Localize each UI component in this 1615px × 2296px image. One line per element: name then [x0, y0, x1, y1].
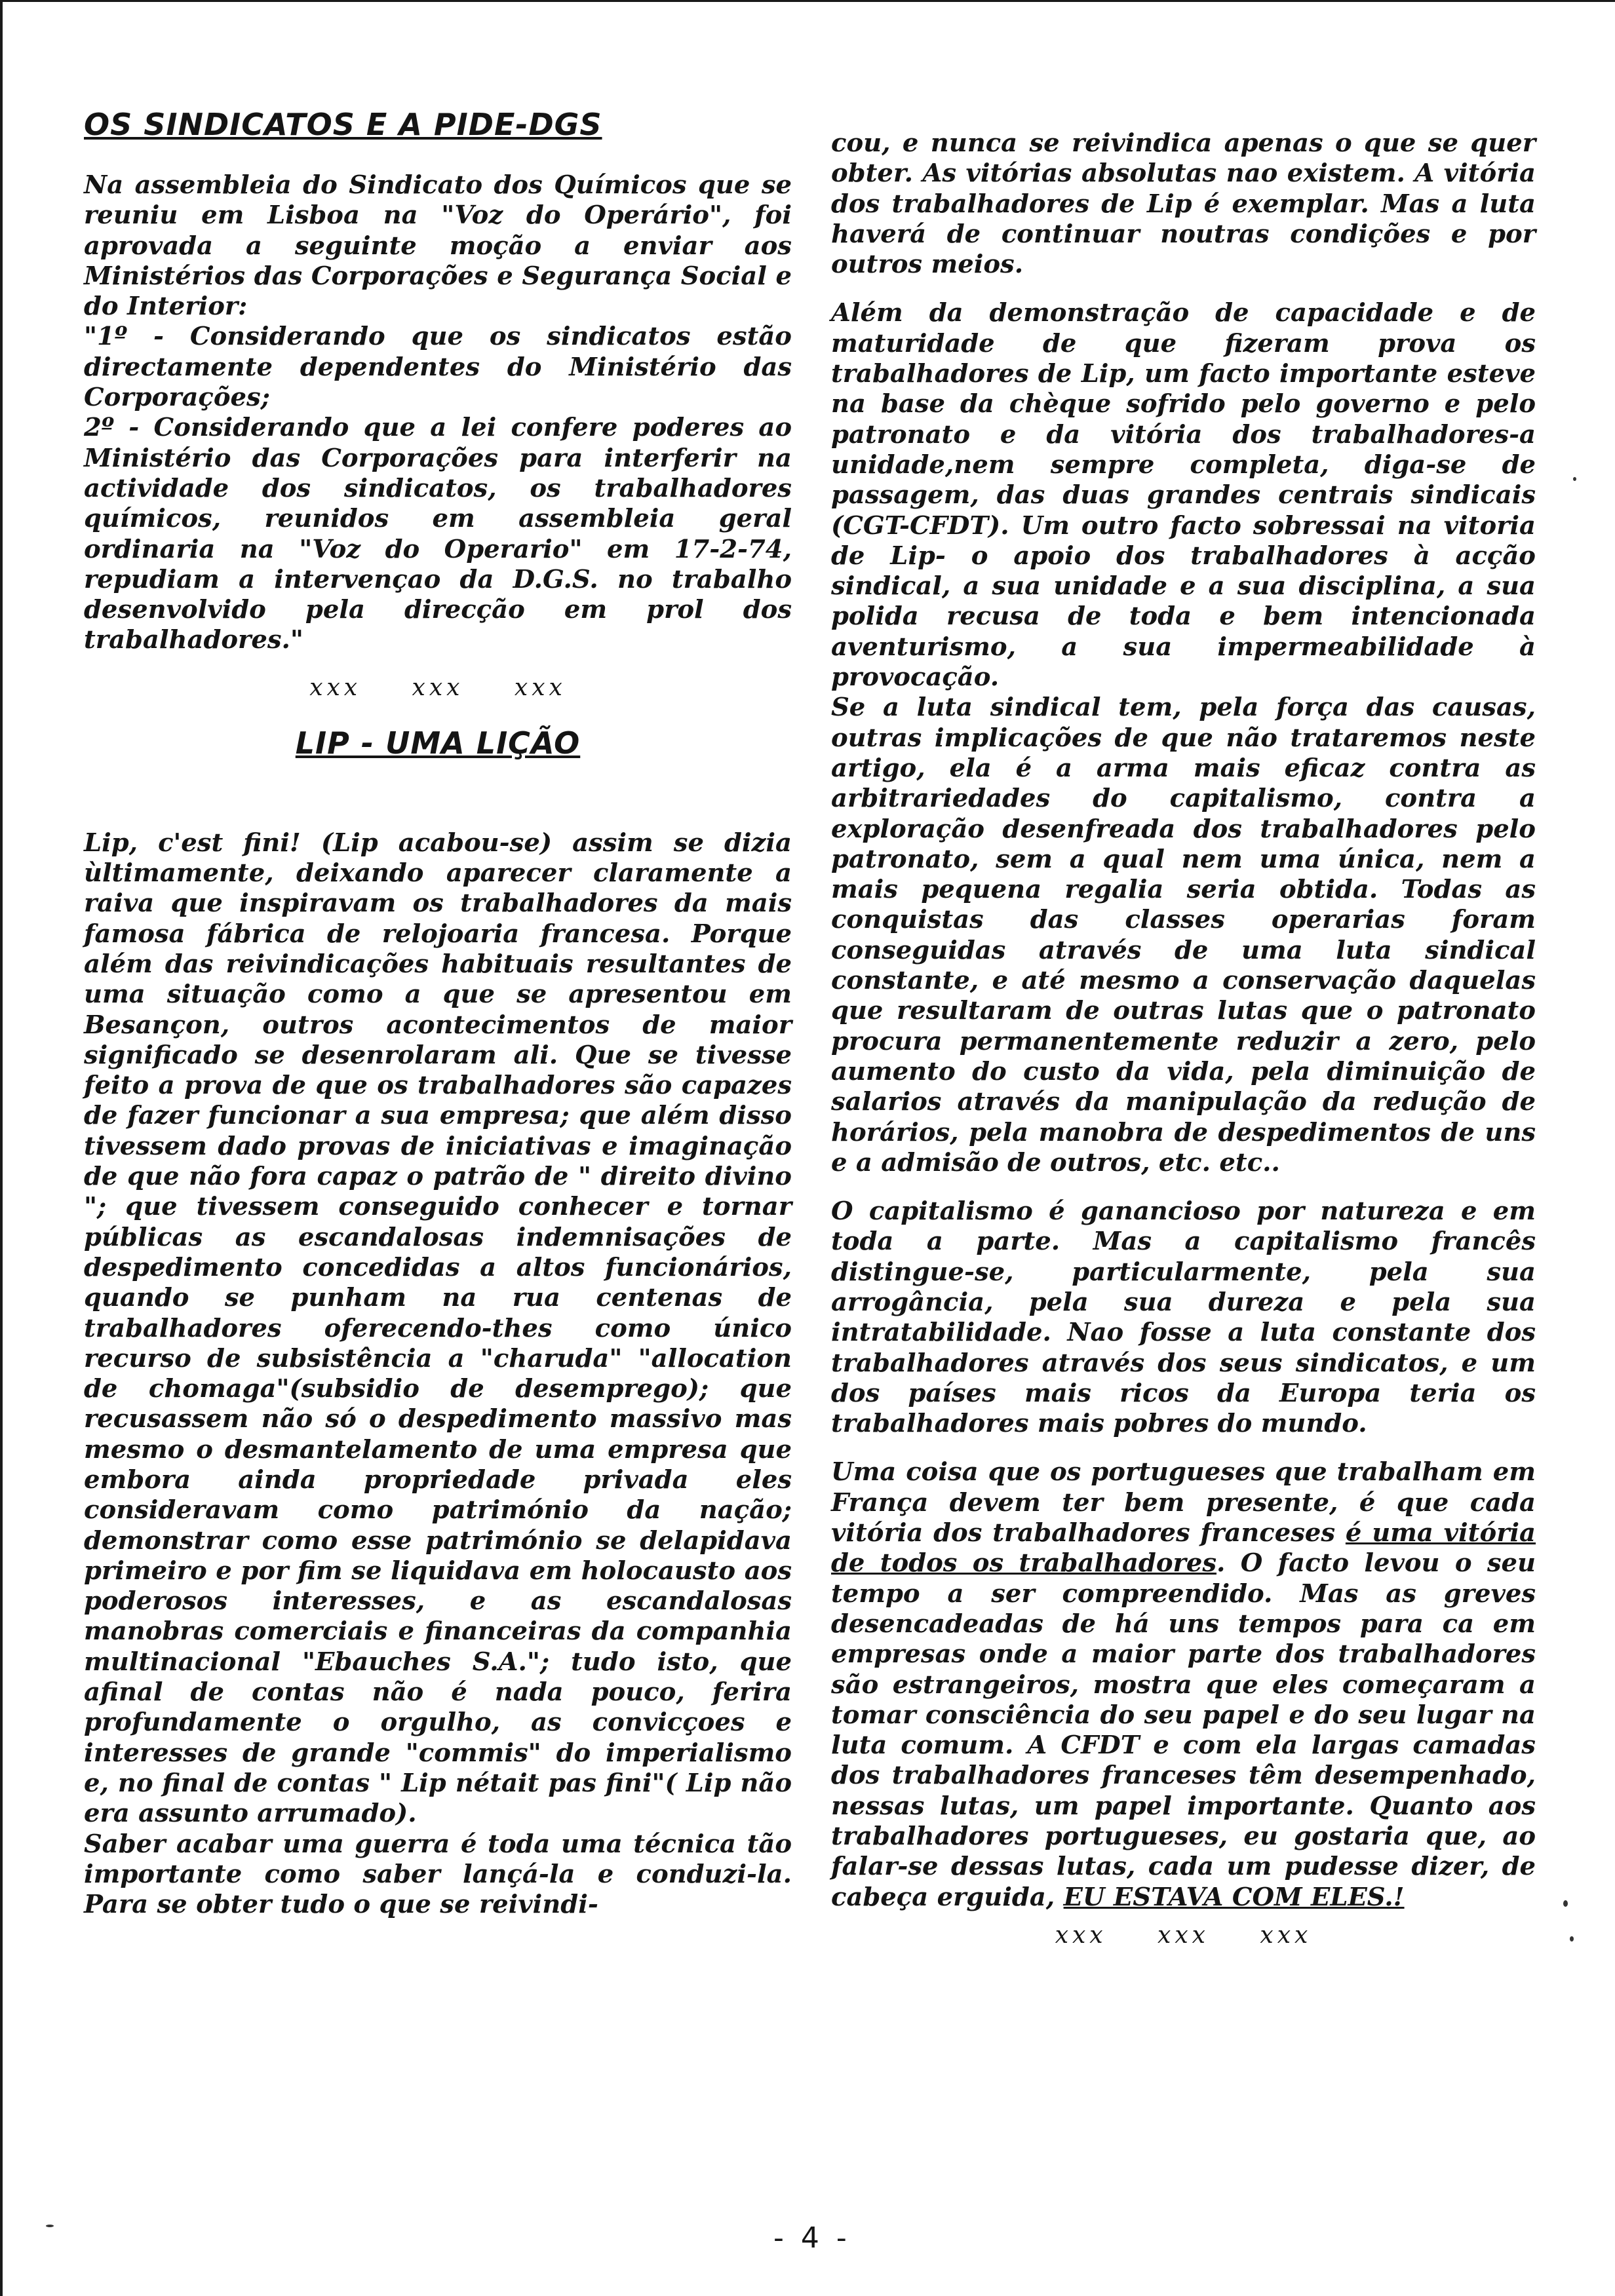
paragraph-vitorias: cou, e nunca se reivindica apenas o que se quer obter. As vitórias absolutas nao existem. A vitória dos trabalhadores de Lip é exemplar. Mas a luta haverá de continuar noutras condições e por outros meios.	[831, 128, 1536, 280]
scan-speck	[46, 2225, 54, 2227]
text-portugueses-c: . O facto levou o seu tempo a ser compreendido. Mas as greves desencadeadas de há uns tempos para ca em empresas onde a maior parte dos trabalhadores são estrangeiros, mostra que eles começaram a tomar consciência do seu papel e do seu lugar na luta comum. A CFDT e com ela largas camadas dos trabalhadores franceses têm desempenhado, nessas lutas, um papel importante. Quanto aos trabalhadores portugueses, eu gostaria que, ao falar-se dessas lutas, cada um pudesse dizer, de cabeça erguida,	[831, 1548, 1536, 1912]
scan-speck	[1570, 1936, 1574, 1942]
paragraph-motion-point-1: "1º - Considerando que os sindicatos estão directamente dependentes do Ministério das Corporações;	[84, 322, 792, 413]
right-column	[831, 128, 1536, 1971]
paragraph-motion-intro: Na assembleia do Sindicato dos Químicos que se reuniu em Lisboa na "Voz do Operário", foi aprovada a seguinte moção a enviar aos Ministérios das Corporações e Segurança Social e do Interior:	[84, 170, 792, 322]
left-column	[84, 105, 792, 1920]
title-lip-licao: LIP - UMA LIÇÃO	[295, 725, 581, 761]
text-eu-estava-com-eles: EU ESTAVA COM ELES.!	[1063, 1882, 1405, 1912]
text-portugueses-a: Uma coisa que os portugueses que trabalham em França devem ter bem presente, é que cada vitória dos trabalhadores franceses	[831, 1457, 1536, 1548]
separator: xxx xxx xxx	[1055, 1921, 1312, 1949]
text-uma-vitoria: é uma vitória de todos os trabalhadores	[831, 1518, 1536, 1578]
paragraph-motion-point-2: 2º - Considerando que a lei confere poderes ao Ministério das Corporações para interferir na actividade dos sindicatos, os trabalhadores químicos, reunidos em assembleia geral ordinaria na "Voz do Operario" em 17-2-74, repudiam a intervençao da D.G.S. no trabalho desenvolvido pela direcção em prol dos trabalhadores."	[84, 413, 792, 655]
paragraph-saber-acabar: Saber acabar uma guerra é toda uma técnica tão importante como saber lançá-la e conduzi-la. Para se obter tudo o que se reivindi-	[84, 1829, 792, 1920]
page-number: - 4 -	[773, 2221, 851, 2255]
paragraph-lip-fini: Lip, c'est fini! (Lip acabou-se) assim se dizia ùltimamente, deixando aparecer claramente a raiva que inspiravam os trabalhadores da mais famosa fábrica de relojoaria francesa. Porque além das reivindicações habituais resultantes de uma situação como a que se apresentou em Besançon, outros acontecimentos de maior significado se desenrolaram ali. Que se tivesse feito a prova de que os trabalhadores são capazes de fazer funcionar a sua empresa; que além disso tivessem dado provas de iniciativas e imaginação de que não fora capaz o patrão de " direito divino "; que tivessem conseguido conhecer e tornar públicas as escandalosas indemnisações de despedimento concedidas a altos funcionários, quando se punham na rua centenas de trabalhadores oferecendo-thes como único recurso de subsistência a "charuda" "allocation de chomaga"(subsidio de desemprego); que recusassem não só o despedimento massivo mas mesmo o desmantelamento de uma empresa que embora ainda propriedade privada eles consideravam como património da nação; demonstrar como esse património se delapidava primeiro e por fim se liquidava em holocausto aos poderosos interesses, e as escandalosas manobras comerciais e financeiras da companhia multinacional "Ebauches S.A."; tudo isto, que afinal de contas não é nada pouco, ferira profundamente o orgulho, as convicçoes e interesses de grande "commis" do imperialismo e, no final de contas " Lip nétait pas fini"( Lip não era assunto arrumado).	[84, 828, 792, 1829]
page-border-left	[0, 0, 3, 2296]
paragraph-portugueses	[831, 1457, 1536, 1912]
page-border-top	[0, 0, 1615, 2]
title-sindicatos-pide: OS SINDICATOS E A PIDE-DGS	[84, 107, 602, 142]
paragraph-capitalismo: O capitalismo é ganancioso por natureza e em toda a parte. Mas a capitalismo francês distingue-se, particularmente, pela sua arrogância, pela sua dureza e pela sua intratabilidade. Nao fosse a luta constante dos trabalhadores através dos seus sindicatos, e um dos países mais ricos da Europa teria os trabalhadores mais pobres do mundo.	[831, 1196, 1536, 1439]
paragraph-luta-sindical: Se a luta sindical tem, pela força das causas, outras implicações de que não trataremos neste artigo, ela é a arma mais eficaz contra as arbitrariedades do capitalismo, contra a exploração desenfreada dos trabalhadores pelo patronato, sem a qual nem uma única, nem a mais pequena regalia seria obtida. Todas as conquistas das classes operarias foram conseguidas através de uma luta sindical constante, e até mesmo a conservação daquelas que resultaram de outras lutas que o patronato procura permanentemente reduzir a zero, pelo aumento do custo da vida, pela diminuição de salarios através da manipulação da redução de horários, pela manobra de despedimentos de uns e a admisão de outros, etc. etc..	[831, 693, 1536, 1177]
paragraph-demonstracao: Além da demonstração de capacidade e de maturidade de que fizeram prova os trabalhadores de Lip, um facto importante esteve na base da chèque sofrido pelo governo e pelo patronato e da vitória dos trabalhadores-a unidade,nem sempre completa, diga-se de passagem, das duas grandes centrais sindicais (CGT-CFDT). Um outro facto sobressai na vitoria de Lip- o apoio dos trabalhadores à acção sindical, a sua unidade e a sua disciplina, a sua polida recusa de toda e bem intencionada aventurismo, a sua impermeabilidade à provocação.	[831, 298, 1536, 693]
scan-speck	[1573, 477, 1576, 481]
scan-speck	[1563, 1900, 1568, 1907]
separator: xxx xxx xxx	[309, 674, 566, 701]
